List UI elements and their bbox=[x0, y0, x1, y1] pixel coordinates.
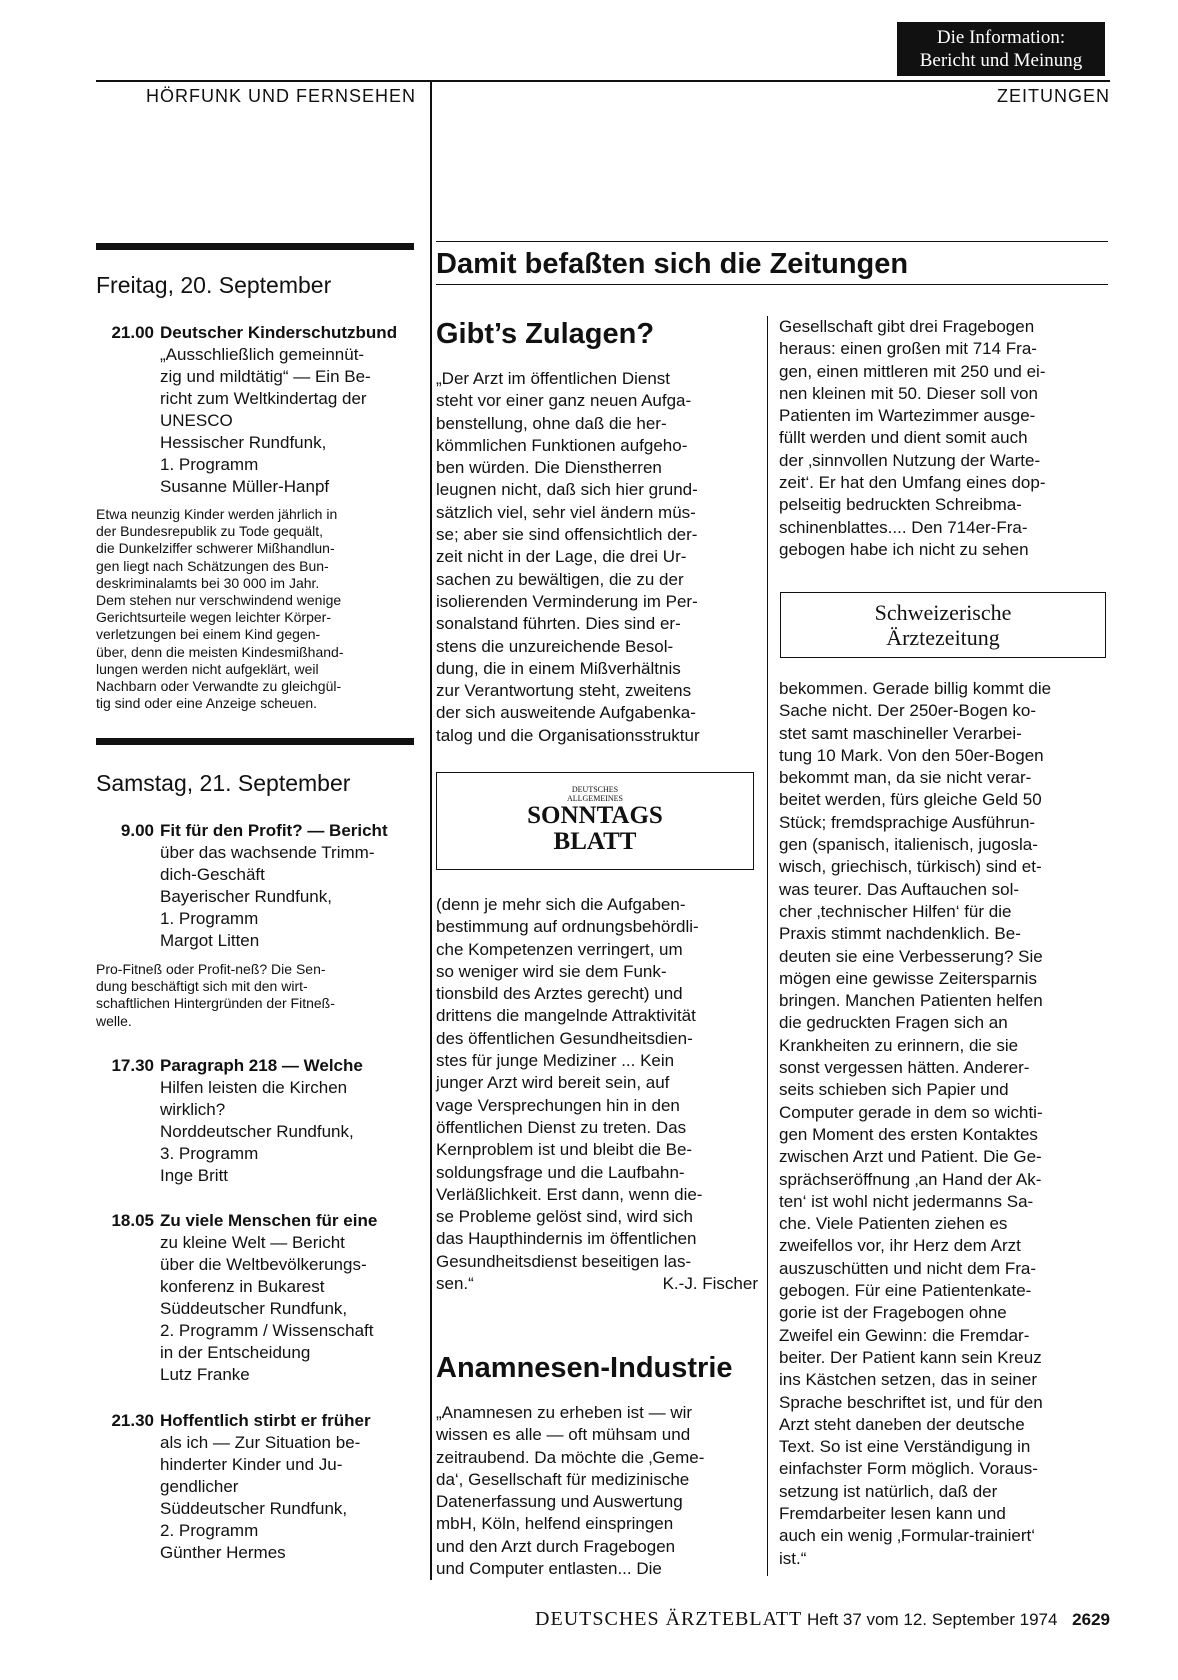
description-line: der Bundesrepublik zu Tode gequält, bbox=[96, 523, 324, 540]
program-time: 18.05 bbox=[111, 1211, 154, 1230]
text-line: „Anamnesen zu erheben ist — wir bbox=[436, 1403, 693, 1422]
text-line: gen (spanisch, italienisch, jugosla- bbox=[779, 835, 1038, 855]
text-line: zeit nicht in der Lage, die drei Ur- bbox=[436, 547, 687, 567]
text-line: zeitraubend. Da möchte die ‚Geme- bbox=[436, 1447, 705, 1467]
program-time: 21.30 bbox=[111, 1411, 154, 1430]
program-line: als ich — Zur Situation be- bbox=[160, 1433, 361, 1452]
text-line: Zweifel ein Gewinn: die Fremdar- bbox=[779, 1325, 1030, 1345]
text-line: sätzlich viel, sehr viel ändern müs- bbox=[436, 502, 696, 522]
text-line: junger Arzt wird bereit sein, auf bbox=[436, 1073, 670, 1093]
text-line: che Kompetenzen verringert, um bbox=[436, 939, 683, 959]
text-line: auch ein wenig ‚Formular-trainiert‘ bbox=[779, 1526, 1036, 1546]
friday-heading: Freitag, 20. September bbox=[96, 272, 332, 298]
description-line: lungen werden nicht aufgeklärt, weil bbox=[96, 660, 319, 677]
text-line: zeit‘. Er hat den Umfang eines dop- bbox=[779, 473, 1046, 493]
text-line: das Haupthindernis im öffentlichen bbox=[436, 1229, 697, 1249]
text-line: öffentlichen Dienst zu treten. Das bbox=[436, 1117, 687, 1137]
text-line: Gesellschaft gibt drei Fragebogen bbox=[779, 317, 1035, 336]
text-line: und Computer entlasten... Die bbox=[436, 1559, 662, 1579]
text-line: benstellung, ohne daß die her- bbox=[436, 413, 667, 433]
text-line: die gedruckten Fragen sich an bbox=[779, 1013, 1008, 1033]
magazine-name: DEUTSCHES ÄRZTEBLATT bbox=[535, 1608, 803, 1630]
article-text bbox=[779, 678, 1109, 1570]
text-line: Arzt steht daneben der deutsche bbox=[779, 1414, 1025, 1434]
text-line: Sache nicht. Der 250er-Bogen ko- bbox=[779, 701, 1037, 721]
program-line: Paragraph 218 — Welche bbox=[160, 1056, 363, 1075]
friday-bar bbox=[96, 243, 414, 250]
page-footer bbox=[420, 1608, 1110, 1631]
text-line: bekommen. Gerade billig kommt die bbox=[779, 679, 1052, 698]
text-line: zweifellos vor, ihr Herz dem Arzt bbox=[779, 1236, 1021, 1256]
logo-big-text: BLATT bbox=[553, 828, 637, 855]
text-line: steht vor einer ganz neuen Aufga- bbox=[436, 391, 692, 411]
schweizerische-aerztezeitung-logo bbox=[780, 592, 1106, 658]
column-divider-inner bbox=[767, 316, 768, 1576]
program-line: 3. Programm bbox=[160, 1144, 259, 1163]
text-line: stens die unzureichende Besol- bbox=[436, 636, 674, 656]
badge-line-1: Die Information: bbox=[936, 27, 1066, 48]
badge-line-2: Bericht und Meinung bbox=[919, 50, 1083, 71]
text-line: Fremdarbeiter lesen kann und bbox=[779, 1503, 1006, 1523]
text-line: stes für junge Mediziner ... Kein bbox=[436, 1051, 675, 1071]
article-author: K.-J. Fischer bbox=[662, 1274, 758, 1294]
text-line: sachen zu bewältigen, die zu der bbox=[436, 569, 684, 589]
text-line: füllt werden und dient somit auch bbox=[779, 428, 1028, 448]
description-line: über, denn die meisten Kindesmißhand- bbox=[96, 643, 344, 660]
program-line: richt zum Weltkindertag der bbox=[160, 389, 367, 408]
text-line: leugnen nicht, daß sich hier grund- bbox=[436, 480, 698, 500]
text-line: Computer gerade in dem so wichti- bbox=[779, 1102, 1043, 1122]
text-line: sonst vergessen hätten. Anderer- bbox=[779, 1058, 1030, 1078]
text-line: des öffentlichen Gesundheitsdien- bbox=[436, 1028, 693, 1048]
text-line: ist.“ bbox=[779, 1548, 807, 1568]
text-line: nen kleinen mit 50. Dieser soll von bbox=[779, 383, 1038, 403]
text-line: sen.“ bbox=[436, 1274, 474, 1294]
program-title: Deutscher Kinderschutzbund bbox=[160, 323, 398, 342]
text-line: der sich ausweitende Aufgabenka- bbox=[436, 703, 696, 723]
saturday-bar bbox=[96, 738, 414, 745]
description-line: Dem stehen nur verschwindend wenige bbox=[96, 592, 342, 609]
program-line: hinderter Kinder und Ju- bbox=[160, 1455, 343, 1474]
text-line: was teurer. Das Auftauchen sol- bbox=[779, 879, 1020, 899]
text-line: pelseitig bedruckten Schreibma- bbox=[779, 495, 1022, 515]
description-line: die Dunkelziffer schwerer Mißhandlun- bbox=[96, 540, 335, 557]
text-line: bestimmung auf ordnungsbehördli- bbox=[436, 917, 699, 937]
program-line: Bayerischer Rundfunk, bbox=[160, 887, 332, 906]
logo-text: Ärztezeitung bbox=[886, 625, 1000, 650]
text-line: gebogen habe ich nicht zu sehen bbox=[779, 539, 1029, 559]
text-line: beitet werden, fürs gleiche Geld 50 bbox=[779, 790, 1042, 810]
article-text bbox=[779, 316, 1109, 561]
text-line: wissen es alle — oft mühsam und bbox=[436, 1425, 691, 1445]
program-time: 17.30 bbox=[111, 1056, 154, 1075]
program-line: Hilfen leisten die Kirchen bbox=[160, 1078, 348, 1097]
text-line: sprächseröffnung ‚an Hand der Ak- bbox=[779, 1169, 1042, 1189]
article-text bbox=[436, 1402, 758, 1580]
program-line: UNESCO bbox=[160, 411, 233, 430]
text-line: soldungsfrage und die Laufbahn- bbox=[436, 1162, 685, 1182]
logo-small-text: DEUTSCHES bbox=[571, 785, 619, 794]
text-line: gorie ist der Fragebogen ohne bbox=[779, 1303, 1007, 1323]
program-line: gendlicher bbox=[160, 1477, 239, 1496]
text-line: zwischen Arzt und Patient. Die Ge- bbox=[779, 1147, 1042, 1167]
text-line: Kernproblem ist und bleibt die Be- bbox=[436, 1140, 693, 1160]
program-line: zu kleine Welt — Bericht bbox=[160, 1233, 345, 1252]
text-line: vage Versprechungen hin in den bbox=[436, 1095, 680, 1115]
article-heading-anamnesen: Anamnesen-Industrie bbox=[436, 1352, 733, 1384]
text-line: ten‘ ist wohl nicht jedermanns Sa- bbox=[779, 1191, 1034, 1211]
logo-small-text: ALLGEMEINES bbox=[567, 794, 623, 803]
text-line: Stück; fremdsprachige Ausführun- bbox=[779, 812, 1036, 832]
description-line: Nachbarn oder Verwandte zu gleichgül- bbox=[96, 678, 342, 695]
program-line: Süddeutscher Rundfunk, bbox=[160, 1299, 348, 1318]
text-line: deuten sie eine Verbesserung? Sie bbox=[779, 946, 1043, 966]
program-line: Margot Litten bbox=[160, 931, 260, 950]
program-line: Günther Hermes bbox=[160, 1543, 286, 1562]
text-line: gen, einen mittleren mit 250 und ei- bbox=[779, 361, 1046, 381]
text-line: Sprache beschriftet ist, und für den bbox=[779, 1392, 1043, 1412]
article-heading-zulagen: Gibt’s Zulagen? bbox=[436, 318, 655, 350]
text-line: auszuschütten und nicht dem Fra- bbox=[779, 1258, 1037, 1278]
sonntagsblatt-logo bbox=[436, 772, 754, 870]
saturday-heading: Samstag, 21. September bbox=[96, 770, 351, 796]
text-line: Praxis stimmt nachdenklich. Be- bbox=[779, 924, 1021, 944]
program-line: Hessischer Rundfunk, bbox=[160, 433, 327, 452]
newspapers-heading: Damit befaßten sich die Zeitungen bbox=[436, 248, 909, 280]
text-line: dung, die in einem Mißverhältnis bbox=[436, 658, 681, 678]
info-badge bbox=[897, 22, 1105, 76]
program-line: Hoffentlich stirbt er früher bbox=[160, 1411, 371, 1430]
program-line: Süddeutscher Rundfunk, bbox=[160, 1499, 348, 1518]
program-line: Zu viele Menschen für eine bbox=[160, 1211, 378, 1230]
description-line: dung beschäftigt sich mit den wirt- bbox=[96, 978, 308, 995]
text-line: se Probleme gelöst sind, wird sich bbox=[436, 1207, 694, 1227]
article-signoff bbox=[436, 1273, 758, 1295]
program-line: 1. Programm bbox=[160, 455, 259, 474]
text-line: so weniger wird sie dem Funk- bbox=[436, 961, 667, 981]
text-line: setzung ist natürlich, daß der bbox=[779, 1481, 998, 1501]
section-label-newspapers: ZEITUNGEN bbox=[996, 86, 1110, 106]
text-line: da‘, Gesellschaft für medizinische bbox=[436, 1469, 690, 1489]
text-line: und den Arzt durch Fragebogen bbox=[436, 1536, 676, 1556]
heading-rule-bottom bbox=[436, 284, 1108, 285]
text-line: gen Moment des ersten Kontaktes bbox=[779, 1124, 1038, 1144]
text-line: einfachster Form möglich. Voraus- bbox=[779, 1459, 1038, 1479]
text-line: Text. So ist eine Verständigung in bbox=[779, 1437, 1031, 1457]
page-number: 2629 bbox=[1072, 1610, 1110, 1629]
text-line: gebogen. Für eine Patientenkate- bbox=[779, 1281, 1032, 1301]
text-line: seits schieben sich Papier und bbox=[779, 1080, 1009, 1100]
description-line: schaftlichen Hintergründen der Fitneß- bbox=[96, 995, 335, 1012]
text-line: wisch, griechisch, türkisch) sind et- bbox=[779, 857, 1042, 877]
program-line: konferenz in Bukarest bbox=[160, 1277, 325, 1296]
description-line: welle. bbox=[96, 1012, 132, 1029]
program-line: 1. Programm bbox=[160, 909, 259, 928]
article-text bbox=[436, 368, 758, 747]
program-line: Lutz Franke bbox=[160, 1365, 250, 1384]
text-line: tung 10 Mark. Von den 50er-Bogen bbox=[779, 745, 1044, 765]
text-line: „Der Arzt im öffentlichen Dienst bbox=[436, 369, 670, 388]
text-line: schinenblattes.... Den 714er-Fra- bbox=[779, 517, 1028, 537]
text-line: der ‚sinnvollen Nutzung der Warte- bbox=[779, 450, 1041, 470]
program-line: „Ausschließlich gemeinnüt- bbox=[160, 345, 365, 364]
description-line: gen liegt nach Schätzungen des Bun- bbox=[96, 557, 329, 574]
program-line: dich-Geschäft bbox=[160, 865, 265, 884]
section-label-radio-tv: HÖRFUNK UND FERNSEHEN bbox=[145, 86, 416, 106]
text-line: mögen eine gewisse Zeitersparnis bbox=[779, 968, 1037, 988]
text-line: che. Viele Patienten ziehen es bbox=[779, 1214, 1008, 1234]
text-line: bekommt man, da sie nicht verar- bbox=[779, 768, 1032, 788]
logo-big-text: SONNTAGS bbox=[527, 802, 663, 829]
program-line: Susanne Müller-Hanpf bbox=[160, 477, 330, 496]
description-line: Gerichtsurteile wegen leichter Körper- bbox=[96, 609, 331, 626]
program-line: Inge Britt bbox=[160, 1166, 229, 1185]
text-line: bringen. Manchen Patienten helfen bbox=[779, 991, 1043, 1011]
text-line: Gesundheitsdienst beseitigen las- bbox=[436, 1251, 692, 1271]
text-line: Krankheiten zu erinnern, die sie bbox=[779, 1035, 1019, 1055]
description-line: Etwa neunzig Kinder werden jährlich in bbox=[96, 506, 338, 522]
text-line: (denn je mehr sich die Aufgaben- bbox=[436, 895, 686, 914]
heading-rule-top bbox=[436, 241, 1108, 242]
text-line: stet samt maschineller Verarbei- bbox=[779, 723, 1022, 743]
text-line: kömmlichen Funktionen aufgeho- bbox=[436, 435, 688, 455]
program-line: 2. Programm / Wissenschaft bbox=[160, 1321, 374, 1340]
text-line: Patienten im Wartezimmer ausge- bbox=[779, 406, 1036, 426]
description-line: verletzungen bei einem Kind gegen- bbox=[96, 626, 321, 643]
text-line: Datenerfassung und Auswertung bbox=[436, 1492, 683, 1512]
program-line: 2. Programm bbox=[160, 1521, 259, 1540]
program-line: Norddeutscher Rundfunk, bbox=[160, 1122, 354, 1141]
description-line: Pro-Fitneß oder Profit-neß? Die Sen- bbox=[96, 961, 326, 977]
header-rule bbox=[96, 80, 1110, 82]
text-line: Verläßlichkeit. Erst dann, wenn die- bbox=[436, 1184, 703, 1204]
text-line: tionsbild des Arztes gerecht) und bbox=[436, 984, 683, 1004]
text-line: sonalstand führten. Dies sind er- bbox=[436, 614, 681, 634]
text-line: se; aber sie sind offensichtlich der- bbox=[436, 525, 698, 545]
program-line: über die Weltbevölkerungs- bbox=[160, 1255, 367, 1274]
issue-info: Heft 37 vom 12. September 1974 bbox=[807, 1610, 1058, 1629]
program-time: 9.00 bbox=[120, 821, 154, 840]
text-line: ben würden. Die Dienstherren bbox=[436, 458, 662, 478]
program-line: über das wachsende Trimm- bbox=[160, 843, 375, 862]
text-line: heraus: einen großen mit 714 Fra- bbox=[779, 339, 1037, 359]
text-line: isolierenden Verminderung im Per- bbox=[436, 591, 698, 611]
text-line: beiter. Der Patient kann sein Kreuz bbox=[779, 1347, 1042, 1367]
program-line: zig und mildtätig“ — Ein Be- bbox=[160, 367, 371, 386]
program-line: wirklich? bbox=[160, 1100, 226, 1119]
text-line: cher ‚technischer Hilfen‘ für die bbox=[779, 901, 1012, 921]
article-text bbox=[436, 894, 758, 1295]
logo-text: Schweizerische bbox=[874, 600, 1012, 625]
program-line: Fit für den Profit? — Bericht bbox=[160, 821, 388, 840]
text-line: zur Verantwortung steht, zweitens bbox=[436, 681, 692, 701]
text-line: ins Kästchen setzen, das in seiner bbox=[779, 1370, 1037, 1390]
description-line: deskriminalamts bei 30 000 im Jahr. bbox=[96, 574, 320, 591]
program-time: 21.00 bbox=[111, 323, 154, 342]
text-line: talog und die Organisationsstruktur bbox=[436, 725, 700, 745]
text-line: drittens die mangelnde Attraktivität bbox=[436, 1006, 696, 1026]
program-line: in der Entscheidung bbox=[160, 1343, 311, 1362]
description-line: tig sind oder eine Anzeige scheuen. bbox=[96, 695, 318, 712]
text-line: mbH, Köln, helfend einspringen bbox=[436, 1514, 674, 1534]
